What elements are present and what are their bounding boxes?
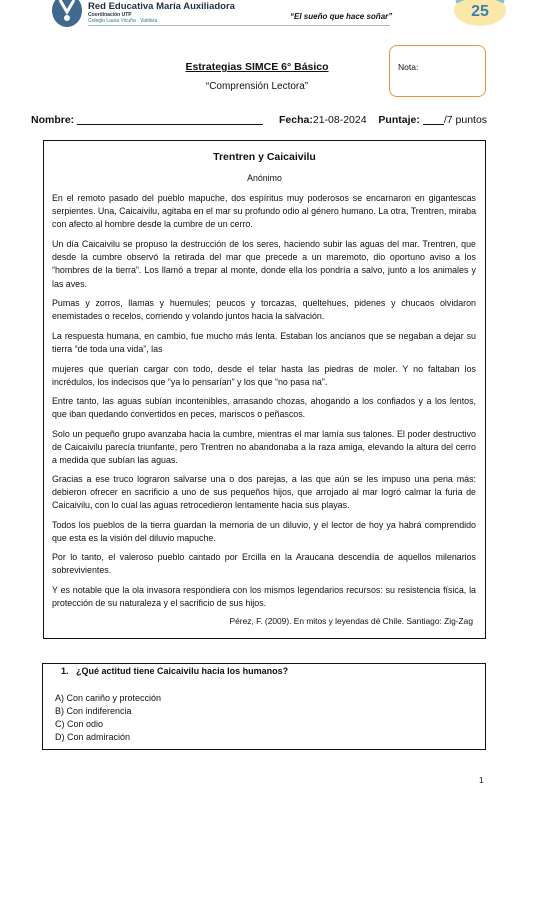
answer-option-c[interactable]: C) Con odio <box>55 719 104 729</box>
school-logo-icon <box>52 0 82 27</box>
reading-citation: Pérez, F. (2009). En mitos y leyendas dé Chile. Santiago: Zig-Zag <box>229 616 473 626</box>
score-suffix: /7 puntos <box>443 114 488 126</box>
question-text <box>61 666 288 676</box>
question-prompt: ¿Qué actitud tiene Caicaivilu hacia los humanos? <box>76 666 289 676</box>
reading-paragraph-1: En el remoto pasado del pueblo mapuche, dos espíritus muy poderosos se encarnaron en gigantescas serpientes. Una, Caicaivilu, agitaba en el mar su profundo odio al género humano. La otra, Trentren, miraba con afecto al hombre desde la cumbre de un cerro. <box>52 193 476 230</box>
page-number: 1 <box>479 775 484 785</box>
question-box <box>42 663 486 750</box>
name-label: Nombre: <box>31 114 75 126</box>
reading-paragraph-5: mujeres que querían cargar con todo, desde el telar hasta las piedras de moler. Y no faltaban los incrédulos, los indecisos que “ya lo pensarían” y los que “no pasa na”. <box>52 364 476 388</box>
answer-option-a[interactable]: A) Con cariño y protección <box>55 693 162 703</box>
document-subtitle: “Comprensión Lectora” <box>205 81 309 92</box>
answer-option-b[interactable]: B) Con indiferencia <box>55 706 132 716</box>
answer-option-d[interactable]: D) Con admiración <box>55 732 131 742</box>
anniversary-logo-icon <box>452 0 508 28</box>
org-name: Red Educativa María Auxiliadora <box>88 1 235 12</box>
reading-paragraph-9: Todos los pueblos de la tierra guardan la memoria de un diluvio, y el lector de hoy ya habrá comprendido que esta es la visión del diluvio mapuche. <box>52 520 476 544</box>
date-label: Fecha: <box>279 114 313 126</box>
score-blank <box>423 115 444 125</box>
reading-paragraph-8: Gracias a ese truco lograron salvarse una o dos parejas, a las que aún se les impuso una pena más: debieron ofrecer en sacrificio a uno de sus pequeños hijos, que arrojado al mar logró calmar la furia de Caicaivilu, con lo cual las aguas retrocedieron lentamente hacia sus playas. <box>52 474 476 511</box>
org-school: Colegio Laura Vicuña · Valdivia <box>88 18 158 24</box>
grade-label: Nota: <box>398 62 419 72</box>
document-title: Estrategias SIMCE 6° Básico <box>185 61 329 73</box>
reading-box <box>43 140 486 639</box>
reading-paragraph-11: Y es notable que la ola invasora respondiera con los mismos legendarios recursos: su resistencia física, la protección de su naturaleza y el sacrificio de sus hijos. <box>52 585 476 609</box>
anniversary-number: 25 <box>471 3 489 20</box>
question-number: 1. <box>61 666 69 676</box>
date-value: 21-08-2024 <box>312 114 367 126</box>
name-blank <box>77 115 263 125</box>
motto: “El sueño que hace soñar” <box>290 12 393 21</box>
reading-author: Anónimo <box>247 173 282 183</box>
reading-paragraph-2: Un día Caicaivilu se propuso la destrucción de los seres, haciendo subir las aguas del mar. Trentren, que desde la cumbre observó la retirada del mar que precede a un maremoto, dio oportuno aviso a los “hombres de la tierra”. Los llamó a trepar al monte, donde ella los pondría a salvo, junto a los animales y las aves. <box>52 239 476 289</box>
grade-box <box>389 45 486 97</box>
score-label: Puntaje: <box>378 114 420 126</box>
reading-paragraph-6: Entre tanto, las aguas subían incontenibles, arrasando chozas, ahogando a los confiados y a los lentos, que iban quedando convertidos en peces, mariscos o peñascos. <box>52 396 476 420</box>
student-info-row <box>31 114 487 126</box>
header-divider <box>88 25 390 26</box>
org-coordination: Coordinación UTP <box>88 12 132 18</box>
reading-paragraph-10: Por lo tanto, el valeroso pueblo cantado por Ercilla en la Araucana descendía de aquellos milenarios sobrevivientes. <box>52 552 476 576</box>
reading-title: Trentren y Caicaivilu <box>213 151 316 163</box>
reading-paragraph-7: Solo un pequeño grupo avanzaba hacia la cumbre, mientras el mar lamía sus talones. El poder destructivo de Caicaivilu parecía triunfante, pero Trentren no abandonaba a la raza amiga, elevando la altura del cerro a medida que subían las aguas. <box>52 429 476 466</box>
reading-paragraph-4: La respuesta humana, en cambio, fue mucho más lenta. Estaban los ancianos que se negaban a dejar su tierra “de toda una vida”, las <box>52 331 476 355</box>
reading-paragraph-3: Pumas y zorros, llamas y huemules; peucos y torcazas, queltehues, pidenes y chucaos olvidaron enemistades o recelos, corriendo y volando juntos hacia la salvación. <box>52 298 476 322</box>
